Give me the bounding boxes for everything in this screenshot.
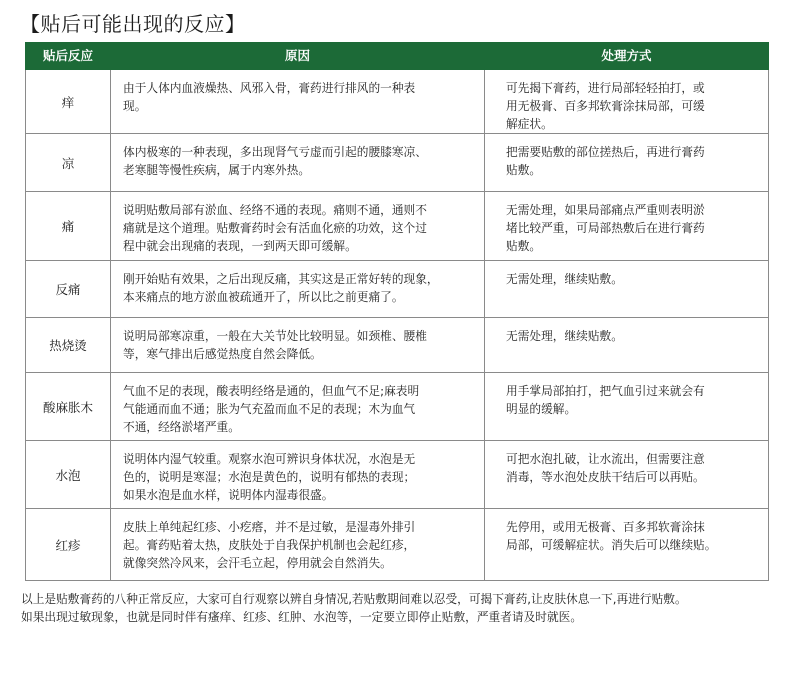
cause-cell [111, 134, 485, 192]
header-reaction: 贴后反应 [26, 43, 111, 70]
table-header-row [26, 43, 769, 70]
reaction-cell: 痒 [26, 70, 111, 134]
handling-cell [485, 70, 769, 134]
cause-text: 说明贴敷局部有淤血、经络不通的表现。痛则不通，通则不 痛就是这个道理。贴敷膏药时会有活血化瘀的功效，这个过 程中就会出现痛的表现，一到两天即可缓解。 [123, 203, 427, 253]
table-row [26, 261, 769, 318]
handling-cell [485, 318, 769, 373]
handling-text: 用手掌局部拍打，把气血引过来就会有 明显的缓解。 [506, 384, 705, 416]
handling-cell [485, 509, 769, 581]
table-row [26, 70, 769, 134]
handling-text: 无需处理，如果局部痛点严重则表明淤 堵比较严重，可局部热敷后在进行膏药 贴敷。 [506, 203, 705, 253]
cause-cell [111, 509, 485, 581]
handling-cell [485, 373, 769, 441]
handling-cell [485, 261, 769, 318]
table-row [26, 318, 769, 373]
cause-cell [111, 373, 485, 441]
footer-line-1: 以上是贴敷膏药的八种正常反应，大家可自行观察以辨自身情况,若贴敷期间难以忍受，可揭下膏药,让皮肤休息一下,再进行贴敷。 [21, 592, 687, 606]
reaction-table [25, 42, 769, 581]
handling-cell [485, 134, 769, 192]
reaction-cell: 酸麻胀木 [26, 373, 111, 441]
handling-text: 先停用，或用无极膏、百多邦软膏涂抹 局部，可缓解症状。消失后可以继续贴。 [506, 520, 717, 552]
table-row [26, 373, 769, 441]
handling-cell [485, 441, 769, 509]
footer-line-2: 如果出现过敏现象，也就是同时伴有瘙痒、红疹、红肿、水泡等，一定要立即停止贴敷，严重者请及时就医。 [21, 610, 583, 624]
cause-cell [111, 318, 485, 373]
reaction-cell: 反痛 [26, 261, 111, 318]
table-row [26, 134, 769, 192]
handling-text: 把需要贴敷的部位搓热后，再进行膏药 贴敷。 [506, 145, 705, 177]
handling-cell [485, 192, 769, 261]
header-cause: 原因 [111, 43, 485, 70]
table-row [26, 192, 769, 261]
cause-text: 皮肤上单纯起红疹、小疙瘩，并不是过敏，是湿毒外排引 起。膏药贴着太热，皮肤处于自我保护机制也会起红疹， 就像突然冷风来，会汗毛立起，停用就会自然消失。 [123, 520, 416, 570]
reaction-cell: 凉 [26, 134, 111, 192]
handling-text: 无需处理，继续贴敷。 [506, 272, 623, 286]
handling-text: 可把水泡扎破，让水流出，但需要注意 消毒，等水泡处皮肤干结后可以再贴。 [506, 452, 705, 484]
cause-text: 气血不足的表现，酸表明经络是通的，但血气不足;麻表明 气能通而血不通；胀为气充盈而血不足的表现；木为血气 不通，经络淤堵严重。 [123, 384, 420, 434]
footer-notes [21, 590, 781, 626]
handling-text: 无需处理，继续贴敷。 [506, 329, 623, 343]
cause-cell [111, 192, 485, 261]
handling-text: 可先揭下膏药，进行局部轻轻拍打，或 用无极膏、百多邦软膏涂抹局部，可缓 解症状。 [506, 81, 705, 131]
reaction-cell: 红疹 [26, 509, 111, 581]
page-title: 【贴后可能出现的反应】 [20, 12, 246, 36]
cause-text: 说明体内湿气较重。观察水泡可辨识身体状况，水泡是无 色的，说明是寒湿；水泡是黄色的，说明有郁热的表现； 如果水泡是血水样，说明体内湿毒很盛。 [123, 452, 416, 502]
reaction-cell: 热烧烫 [26, 318, 111, 373]
reaction-cell: 痛 [26, 192, 111, 261]
cause-text: 说明局部寒凉重，一般在大关节处比较明显。如颈椎、腰椎 等，寒气排出后感觉热度自然会降低。 [123, 329, 427, 361]
cause-text: 刚开始贴有效果，之后出现反痛，其实这是正常好转的现象， 本来痛点的地方淤血被疏通开了，所以比之前更痛了。 [123, 272, 439, 304]
cause-text: 体内极寒的一种表现，多出现肾气亏虚而引起的腰膝寒凉、 老寒腿等慢性疾病，属于内寒外热。 [123, 145, 427, 177]
cause-cell [111, 441, 485, 509]
table-row [26, 509, 769, 581]
cause-cell [111, 261, 485, 318]
cause-text: 由于人体内血液燥热、风邪入骨，膏药进行排风的一种表 现。 [123, 81, 416, 113]
header-handling: 处理方式 [485, 43, 769, 70]
reaction-cell: 水泡 [26, 441, 111, 509]
table-row [26, 441, 769, 509]
cause-cell [111, 70, 485, 134]
